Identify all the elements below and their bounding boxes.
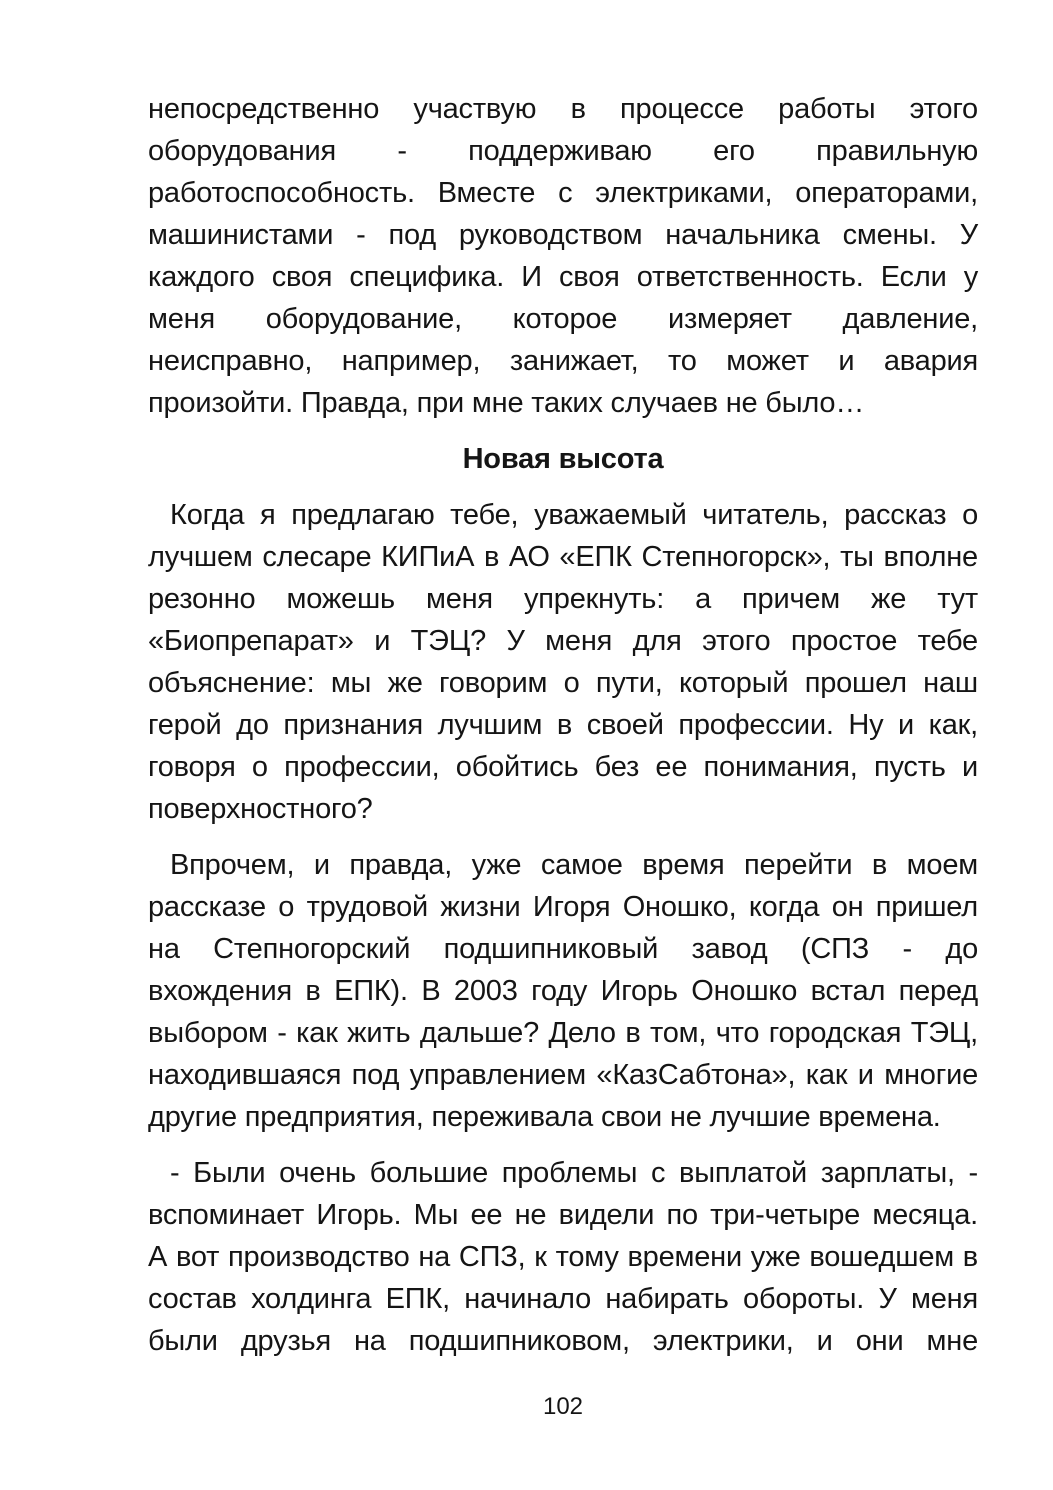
text-line: - Были очень большие проблемы с выплатой зарплаты, -	[170, 1157, 978, 1189]
paragraph	[148, 88, 978, 424]
text-line: «Биопрепарат» и ТЭЦ? У меня для этого простое тебе	[148, 625, 978, 657]
text-line: работоспособность. Вместе с электриками, операторами,	[148, 177, 978, 209]
text-line: машинистами - под руководством начальника смены. У	[148, 219, 978, 251]
text-line: А вот производство на СПЗ, к тому времени уже вошедшем в	[148, 1241, 978, 1273]
paragraph	[148, 494, 978, 830]
page-number: 102	[542, 1393, 584, 1420]
text-line: меня оборудование, которое измеряет давление,	[148, 303, 978, 335]
text-line: на Степногорский подшипниковый завод (СПЗ - до	[148, 933, 978, 965]
paragraph	[148, 844, 978, 1138]
text-line: Когда я предлагаю тебе, уважаемый читатель, рассказ о	[170, 499, 978, 531]
section-heading: Новая высота	[462, 443, 664, 475]
text-line: поверхностного?	[148, 793, 373, 825]
text-line: были друзья на подшипниковом, электрики, и они мне	[148, 1325, 978, 1357]
text-line: оборудования - поддерживаю его правильную	[148, 135, 978, 167]
text-line: вхождения в ЕПК). В 2003 году Игорь Оношко встал перед	[148, 975, 978, 1007]
text-column	[148, 88, 978, 1376]
text-line: герой до признания лучшим в своей профессии. Ну и как,	[148, 709, 978, 741]
text-line: непосредственно участвую в процессе работы этого	[148, 93, 978, 125]
text-line: говоря о профессии, обойтись без ее понимания, пусть и	[148, 751, 978, 783]
text-line: выбором - как жить дальше? Дело в том, что городская ТЭЦ,	[148, 1017, 978, 1049]
text-line: объяснение: мы же говорим о пути, который прошел наш	[148, 667, 978, 699]
text-line: находившаяся под управлением «КазСабтона», как и многие	[148, 1059, 978, 1091]
text-line: неисправно, например, занижает, то может и авария	[148, 345, 978, 377]
paragraph	[148, 1152, 978, 1362]
text-line: вспоминает Игорь. Мы ее не видели по три-четыре месяца.	[148, 1199, 978, 1231]
text-line: лучшем слесаре КИПиА в АО «ЕПК Степногорск», ты вполне	[148, 541, 978, 573]
text-line: произойти. Правда, при мне таких случаев не было…	[148, 387, 865, 419]
text-line: каждого своя специфика. И своя ответственность. Если у	[148, 261, 978, 293]
text-line: другие предприятия, переживала свои не лучшие времена.	[148, 1101, 941, 1133]
text-line: состав холдинга ЕПК, начинало набирать обороты. У меня	[148, 1283, 978, 1315]
text-line: резонно можешь меня упрекнуть: а причем же тут	[148, 583, 978, 615]
text-line: рассказе о трудовой жизни Игоря Оношко, когда он пришел	[148, 891, 978, 923]
text-line: Впрочем, и правда, уже самое время перейти в моем	[170, 849, 978, 881]
